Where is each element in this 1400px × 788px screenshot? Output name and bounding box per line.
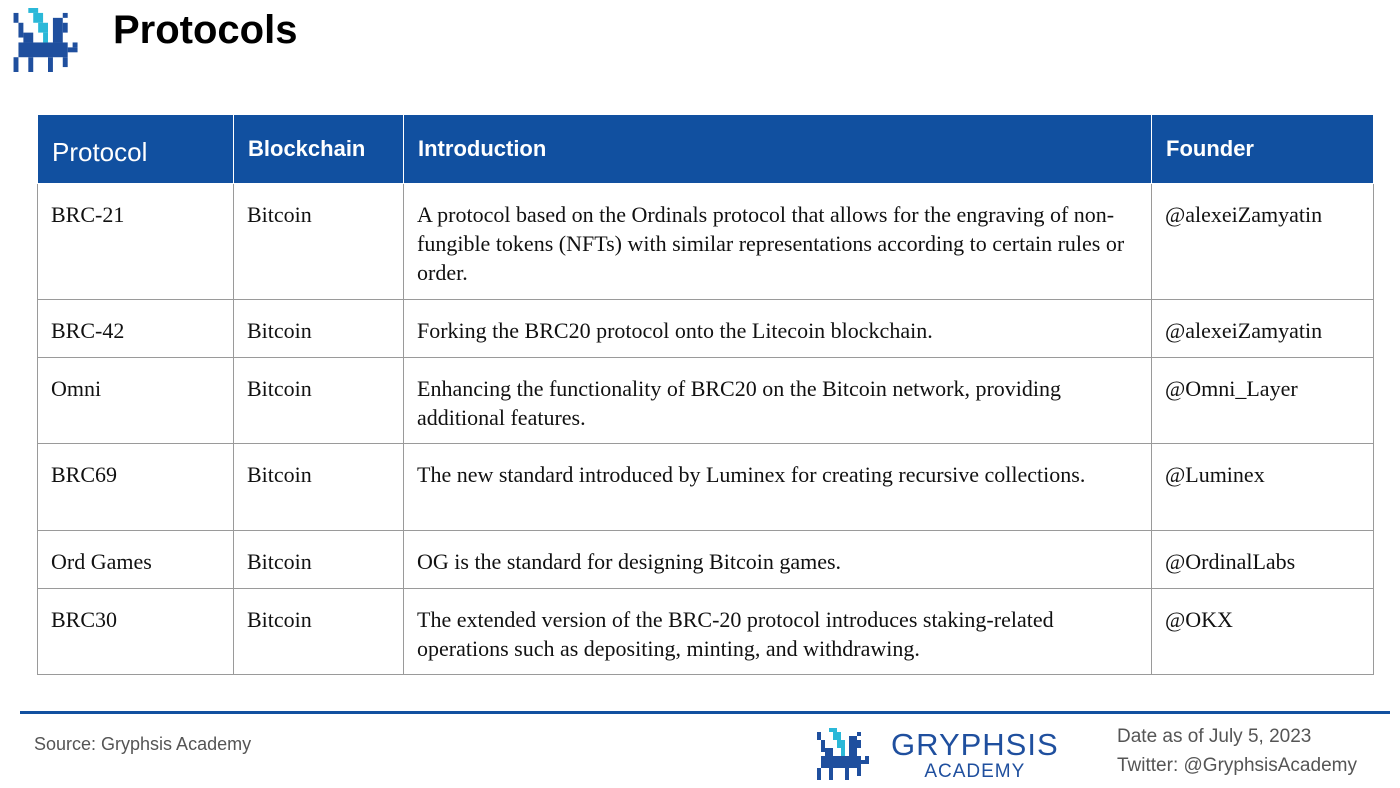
table-row — [38, 531, 1374, 589]
cell-introduction: The new standard introduced by Luminex for creating recursive collections. — [404, 444, 1152, 531]
cell-introduction: Enhancing the functionality of BRC20 on the Bitcoin network, providing additional features. — [404, 358, 1152, 444]
cell-blockchain: Bitcoin — [234, 531, 404, 589]
cell-blockchain: Bitcoin — [234, 444, 404, 531]
cell-protocol: BRC-42 — [38, 300, 234, 358]
cell-blockchain: Bitcoin — [234, 358, 404, 444]
cell-protocol: Ord Games — [38, 531, 234, 589]
cell-founder: @alexeiZamyatin — [1152, 300, 1374, 358]
cell-protocol: BRC69 — [38, 444, 234, 531]
twitter-handle: Twitter: @GryphsisAcademy — [1117, 755, 1357, 776]
column-header-protocol: Protocol — [38, 115, 234, 184]
page-title: Protocols — [113, 8, 298, 52]
cell-introduction: A protocol based on the Ordinals protocol that allows for the engraving of non-fungible tokens (NFTs) with similar representations according to certain rules or order. — [404, 184, 1152, 300]
brand-subtitle: ACADEMY — [924, 761, 1026, 782]
brand-name: GRYPHSIS — [891, 727, 1059, 762]
cell-protocol: Omni — [38, 358, 234, 444]
cell-founder: @Luminex — [1152, 444, 1374, 531]
table-row — [38, 358, 1374, 444]
table-header-row — [38, 115, 1374, 184]
cell-protocol: BRC30 — [38, 589, 234, 675]
column-header-founder: Founder — [1152, 115, 1374, 184]
table-row — [38, 589, 1374, 675]
cell-blockchain: Bitcoin — [234, 300, 404, 358]
table-row — [38, 300, 1374, 358]
column-header-blockchain: Blockchain — [234, 115, 404, 184]
cell-introduction: The extended version of the BRC-20 protocol introduces staking-related operations such as depositing, minting, and withdrawing. — [404, 589, 1152, 675]
column-header-introduction: Introduction — [404, 115, 1152, 184]
cell-introduction: OG is the standard for designing Bitcoin games. — [404, 531, 1152, 589]
gryphsis-footer-logo-icon — [815, 728, 875, 780]
gryphsis-logo-icon — [13, 8, 83, 72]
cell-introduction: Forking the BRC20 protocol onto the Litecoin blockchain. — [404, 300, 1152, 358]
protocols-table — [37, 115, 1374, 675]
table-row — [38, 444, 1374, 531]
footer-divider — [20, 711, 1390, 714]
footer-meta — [1117, 722, 1357, 780]
cell-blockchain: Bitcoin — [234, 184, 404, 300]
brand-wordmark — [891, 728, 1059, 782]
source-note: Source: Gryphsis Academy — [34, 734, 252, 754]
cell-founder: @alexeiZamyatin — [1152, 184, 1374, 300]
date-note: Date as of July 5, 2023 — [1117, 726, 1312, 747]
cell-blockchain: Bitcoin — [234, 589, 404, 675]
cell-protocol: BRC-21 — [38, 184, 234, 300]
cell-founder: @Omni_Layer — [1152, 358, 1374, 444]
table-row — [38, 184, 1374, 300]
cell-founder: @OKX — [1152, 589, 1374, 675]
cell-founder: @OrdinalLabs — [1152, 531, 1374, 589]
